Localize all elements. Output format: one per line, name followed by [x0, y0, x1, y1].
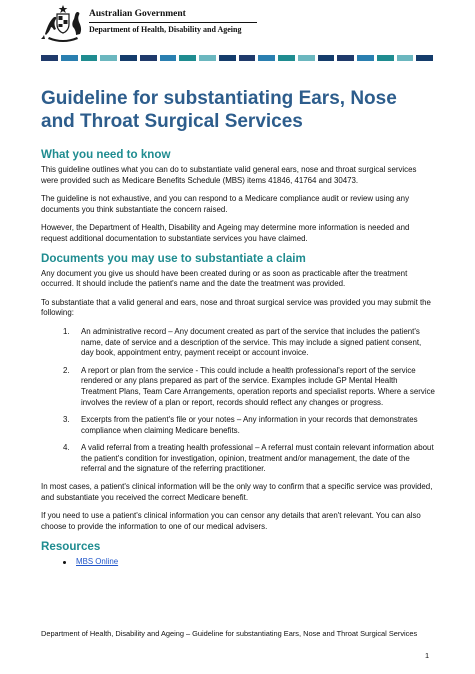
paragraph: However, the Department of Health, Disability and Ageing may determine more information is needed and request additional documentation to substantiate services you have claimed. — [41, 223, 410, 243]
list-item — [63, 327, 435, 359]
section-heading: Documents you may use to substantiate a claim — [41, 251, 306, 265]
header-divider — [89, 22, 257, 23]
band-segment — [278, 55, 295, 61]
page-footer: Department of Health, Disability and Ageing – Guideline for substantiating Ears, Nose and Throat Surgical Services — [41, 629, 418, 638]
paragraph: If you need to use a patient's clinical information you can censor any details that aren't relevant. You can also choose to provide the information to one of our medical advisers. — [41, 511, 421, 531]
coat-of-arms-icon — [41, 4, 85, 42]
section-heading: Resources — [41, 540, 101, 554]
band-segment — [377, 55, 394, 61]
list-text: A report or plan from the service - This could include a health professional's report of the service rendered or any plans prepared as part of the service. Examples include GP Mental Health Treatment Plans, Team Care Arrangements, operation reports and specialist reports. Where a service involves the review of a plan or report, records should reflect any changes or progress. — [81, 365, 435, 407]
paragraph: Any document you give us should have been created during or as soon as practicable after the treatment occurred. It should include the patient's name and the date the treatment was provided. — [41, 268, 408, 289]
band-segment — [120, 55, 137, 61]
band-segment — [81, 55, 98, 61]
band-segment — [239, 55, 256, 61]
band-segment — [140, 55, 157, 61]
government-name: Australian Government — [89, 9, 186, 19]
band-segment — [100, 55, 117, 61]
color-band — [41, 55, 433, 61]
resources-list — [63, 557, 435, 568]
band-segment — [219, 55, 236, 61]
mbs-online-link[interactable]: MBS Online — [76, 557, 119, 567]
band-segment — [397, 55, 414, 61]
list-text: Excerpts from the patient's file or your notes – Any information in your records that demonstrates compliance when claiming Medicare benefits. — [81, 415, 418, 435]
band-segment — [298, 55, 315, 61]
list-text: An administrative record – Any document created as part of the service that includes the patient's name, date of service and a description of the service. This may include a signed patient consent, day book, appointment entry, payment receipt or account invoice. — [81, 326, 422, 358]
title-line: and Throat Surgical Services — [41, 111, 303, 132]
paragraph: To substantiate that a valid general and ears, nose and throat surgical service was provided you may submit the following: — [41, 297, 431, 318]
band-segment — [160, 55, 177, 61]
title-line: Guideline for substantiating Ears, Nose — [41, 88, 397, 109]
government-header — [41, 4, 301, 44]
band-segment — [416, 55, 433, 61]
list-item — [63, 443, 435, 475]
list-text: A valid referral from a treating health professional – A referral must contain relevant information about the patient's condition for investigation, opinion, treatment and/or management, the date of the referral and the signature of the referring practitioner. — [81, 443, 434, 474]
band-segment — [199, 55, 216, 61]
band-segment — [41, 55, 58, 61]
paragraph: The guideline is not exhaustive, and you can respond to a Medicare compliance audit or review using any documents you think substantiate the concern raised. — [41, 194, 410, 214]
band-segment — [337, 55, 354, 61]
main-content — [41, 148, 435, 568]
band-segment — [61, 55, 78, 61]
list-number: 3. — [63, 415, 70, 425]
page-title — [41, 87, 433, 133]
paragraph: In most cases, a patient's clinical information will be the only way to confirm that a specific service was provided, and substantiate you received the correct Medicare benefit. — [41, 482, 433, 502]
government-text — [89, 8, 257, 35]
department-name: Department of Health, Disability and Ageing — [89, 25, 242, 34]
list-number: 2. — [63, 365, 70, 375]
list-number: 4. — [63, 443, 70, 453]
list-number: 1. — [63, 326, 70, 336]
band-segment — [258, 55, 275, 61]
band-segment — [318, 55, 335, 61]
document-list — [63, 327, 435, 475]
paragraph: This guideline outlines what you can do to substantiate valid general ears, nose and throat surgical services were provided such as Medicare Benefits Schedule (MBS) items 41846, 41764 and 30473. — [41, 165, 417, 185]
list-item — [63, 366, 435, 408]
list-item — [63, 415, 435, 436]
list-item — [63, 557, 435, 568]
page-number: 1 — [425, 651, 430, 660]
bullet-icon — [63, 561, 66, 564]
band-segment — [357, 55, 374, 61]
section-heading: What you need to know — [41, 148, 171, 161]
band-segment — [179, 55, 196, 61]
